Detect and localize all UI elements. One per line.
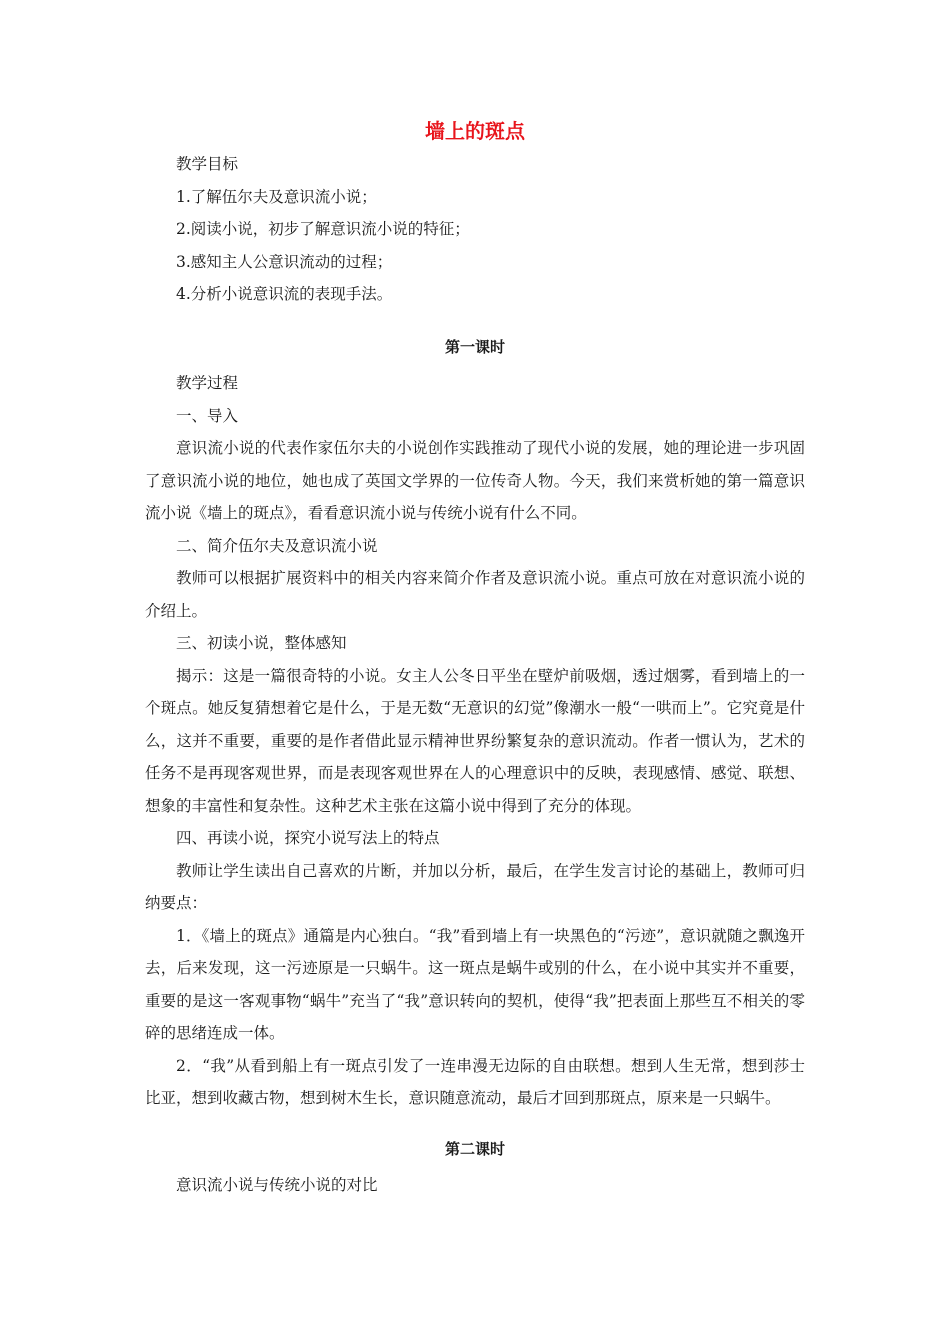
objective-item: 2.阅读小说，初步了解意识流小说的特征； bbox=[176, 220, 470, 238]
objective-item: 3.感知主人公意识流动的过程； bbox=[176, 252, 393, 271]
section-paragraph: 教师可以根据扩展资料中的相关内容来简介作者及意识流小说。重点可放在对意识流小说的介绍上。 bbox=[145, 569, 805, 620]
section-heading: 一、导入 bbox=[176, 406, 239, 425]
point-paragraph: 1．《墙上的斑点》通篇是内心独白。“我”看到墙上有一块黑色的“污迹”，意识就随之飘逸开去，后来发现，这一污迹原是一只蜗牛。这一斑点是蜗牛或别的什么，在小说中其实并不重要，重要的是这一客观事物“蜗牛”充当了“我”意识转向的契机，使得“我”把表面上那些互不相关的零碎的思绪连成一体。 bbox=[145, 926, 805, 1042]
section-heading: 四、再读小说，探究小说写法上的特点 bbox=[176, 829, 440, 847]
section-heading: 三、初读小说，整体感知 bbox=[176, 634, 347, 652]
objectives-heading: 教学目标 bbox=[176, 155, 239, 173]
document-title: 墙上的斑点 bbox=[425, 119, 525, 143]
process-heading: 教学过程 bbox=[176, 374, 239, 392]
section-paragraph: 揭示：这是一篇很奇特的小说。女主人公冬日平坐在壁炉前吸烟，透过烟雾，看到墙上的一个斑点。她反复猜想着它是什么，于是无数“无意识的幻觉”像潮水一般“一哄而上”。它究竟是什么，这并不重要，重要的是作者借此显示精神世界纷繁复杂的意识流动。作者一惯认为，艺术的任务不是再现客观世界，而是表现客观世界在人的心理意识中的反映，表现感情、感觉、联想、想象的丰富性和复杂性。这种艺术主张在这篇小说中得到了充分的体现。 bbox=[145, 666, 805, 815]
section-paragraph: 意识流小说的代表作家伍尔夫的小说创作实践推动了现代小说的发展，她的理论进一步巩固了意识流小说的地位，她也成了英国文学界的一位传奇人物。今天，我们来赏析她的第一篇意识流小说《墙上的斑点》，看看意识流小说与传统小说有什么不同。 bbox=[145, 439, 805, 522]
objective-item: 4.分析小说意识流的表现手法。 bbox=[176, 285, 393, 303]
lesson-two-heading: 第二课时 bbox=[444, 1139, 505, 1158]
section-heading: 二、简介伍尔夫及意识流小说 bbox=[176, 536, 378, 555]
document-body bbox=[145, 116, 805, 1202]
objective-item: 1.了解伍尔夫及意识流小说； bbox=[176, 187, 377, 206]
comparison-heading: 意识流小说与传统小说的对比 bbox=[176, 1176, 378, 1194]
section-paragraph: 教师让学生读出自己喜欢的片断，并加以分析，最后，在学生发言讨论的基础上，教师可归纳要点： bbox=[145, 861, 805, 912]
lesson-one-heading: 第一课时 bbox=[444, 337, 505, 356]
point-paragraph: 2．“我”从看到船上有一斑点引发了一连串漫无边际的自由联想。想到人生无常，想到莎士比亚，想到收藏古物，想到树木生长，意识随意流动，最后才回到那斑点，原来是一只蜗牛。 bbox=[145, 1056, 805, 1107]
